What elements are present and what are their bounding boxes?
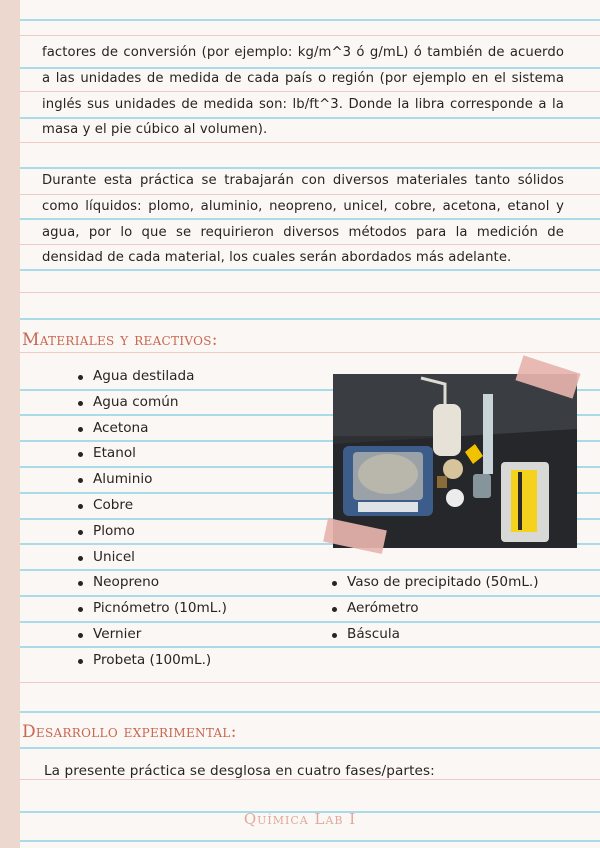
materials-section-title: Materiales y reactivos:: [22, 330, 218, 350]
list-item: Agua común: [76, 390, 227, 416]
list-item: Vernier: [76, 622, 227, 648]
list-item: Aerómetro: [330, 596, 539, 622]
ruled-line: [20, 747, 600, 749]
ruled-line: [20, 318, 600, 320]
list-item: Picnómetro (10mL.): [76, 596, 227, 622]
ruled-line: [20, 352, 600, 353]
development-section-title: Desarrollo experimental:: [22, 722, 237, 742]
list-item: Acetona: [76, 416, 227, 442]
list-item: Báscula: [330, 622, 539, 648]
list-item: Aluminio: [76, 467, 227, 493]
intro-paragraph-1: factores de conversión (por ejemplo: kg/m^3 ó g/mL) ó también de acuerdo a las unidades de medida de cada país o región (por ejemplo en el sistema inglés sus unidades de medida son: lb/ft^3. Donde la libra corresponde a la masa y el pie cúbico al volumen).: [42, 45, 564, 138]
materials-list-right: [330, 570, 539, 647]
list-item: Vaso de precipitado (50mL.): [330, 570, 539, 596]
graduated-cylinder-icon: [483, 394, 493, 474]
development-intro-text: La presente práctica se desglosa en cuatro fases/partes:: [44, 763, 435, 779]
ruled-line: [20, 35, 600, 36]
ruled-line: [20, 292, 600, 293]
lab-equipment-photo: [333, 374, 577, 548]
list-item: Probeta (100mL.): [76, 648, 227, 674]
intro-paragraph-2: Durante esta práctica se trabajarán con diversos materiales tanto sólidos como líquidos: plomo, aluminio, neopreno, unicel, cobre, acetona, etanol y agua, por lo que se requirieron diversos métodos para la medición de densidad de cada material, los cuales serán abordados más adelante.: [42, 173, 564, 266]
list-item: Unicel: [76, 545, 227, 571]
page-footer: Química Lab I: [243, 810, 357, 828]
lab-photo-illustration: [333, 374, 577, 548]
list-item: Plomo: [76, 519, 227, 545]
ruled-line: [20, 711, 600, 713]
list-item: Agua destilada: [76, 364, 227, 390]
wash-bottle-icon: [433, 404, 461, 456]
list-item: Etanol: [76, 441, 227, 467]
ruled-line: [20, 682, 600, 683]
materials-list-left: [76, 364, 227, 674]
beaker-icon: [473, 474, 491, 498]
page-margin-strip: [0, 0, 20, 848]
list-item: Neopreno: [76, 570, 227, 596]
ruled-line: [20, 19, 600, 21]
list-item: Cobre: [76, 493, 227, 519]
ruled-line: [20, 840, 600, 842]
